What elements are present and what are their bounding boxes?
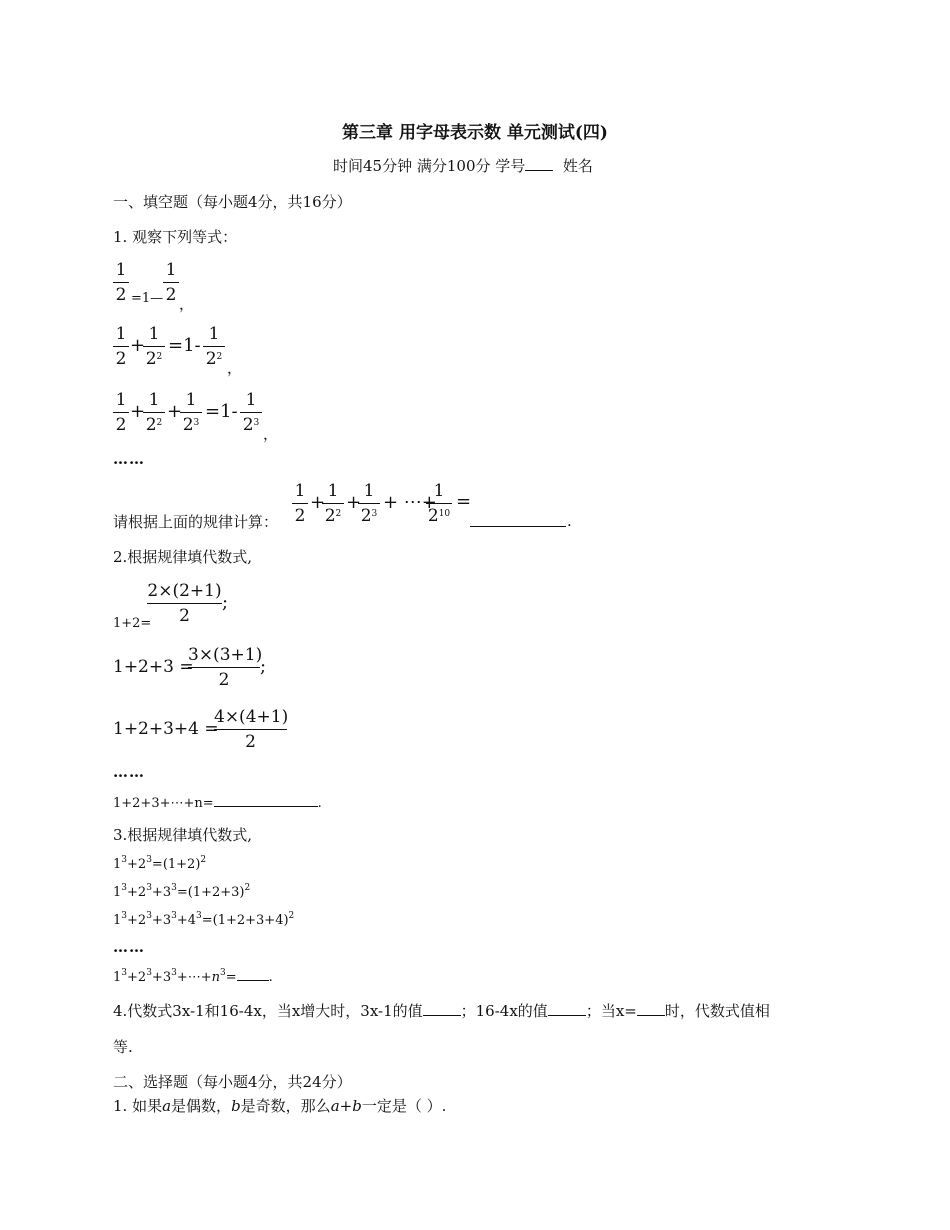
denominator: 2	[115, 349, 127, 369]
fraction	[322, 480, 344, 527]
numerator: 1	[148, 390, 160, 410]
equation-line: $1^3+2^3+3^3=(1+2+3)^2$	[113, 883, 251, 900]
numerator: 1	[148, 324, 160, 344]
plus-sign: +	[167, 401, 183, 422]
q2-stem: 2.根据规律填代数式,	[113, 548, 253, 566]
page-title: 第三章 用字母表示数 单元测试(四)	[342, 123, 608, 143]
equation-lhs: 1+2+3 =	[113, 657, 194, 677]
answer-blank[interactable]	[214, 806, 318, 807]
numerator: 1	[115, 260, 127, 280]
semicolon: ;	[222, 592, 229, 613]
answer-blank[interactable]	[423, 1015, 461, 1016]
ellipsis: ……	[113, 763, 145, 781]
comma: ，	[227, 359, 243, 377]
denominator: 2	[294, 506, 306, 526]
denominator: $2^3$	[242, 415, 260, 435]
fraction	[143, 323, 165, 370]
section-heading-choice: 二、选择题（每小题4分，共24分）	[113, 1073, 352, 1091]
numerator: 3×(3+1)	[188, 645, 263, 665]
q4-line1: 4.代数式3x-1和16-4x，当x增大时，3x-1的值 ；16-4x的值 ；当x= 时，代数式值相	[113, 1002, 770, 1020]
section-heading-fill-in: 一、填空题（每小题4分，共16分）	[113, 193, 352, 211]
plus-sign: +	[346, 492, 362, 513]
fraction	[163, 259, 179, 306]
denominator: $2^2$	[205, 349, 223, 369]
equation-text: =1-	[205, 401, 238, 422]
numerator: 1	[363, 481, 375, 501]
equation-line: $1^3+2^3=(1+2)^2$	[113, 855, 207, 872]
denominator: 2	[179, 606, 190, 626]
equation-text: =1—	[131, 291, 164, 306]
fraction	[143, 389, 165, 436]
q1-prompt: 请根据上面的规律计算：	[113, 513, 279, 531]
numerator: 1	[294, 481, 306, 501]
fraction	[188, 644, 263, 691]
comma: ，	[179, 295, 195, 313]
numerator: 1	[185, 390, 197, 410]
equation-lhs: 1+2+3+4 =	[113, 719, 219, 739]
plus-sign: +	[310, 492, 326, 513]
ellipsis: ……	[113, 938, 145, 956]
numerator: 1	[165, 260, 177, 280]
equation-text: + ⋯+	[383, 492, 437, 513]
numerator: 1	[208, 324, 220, 344]
numerator: 2×(2+1)	[147, 581, 222, 601]
equals-sign: =	[456, 491, 472, 512]
fraction	[240, 389, 262, 436]
fraction	[426, 480, 452, 527]
numerator: 4×(4+1)	[214, 707, 289, 727]
equation-lhs: 1+2=	[113, 616, 152, 631]
answer-blank[interactable]	[237, 980, 269, 981]
equation-text: =1-	[168, 335, 201, 356]
answer-blank[interactable]	[548, 1015, 586, 1016]
q3-stem: 3.根据规律填代数式,	[113, 826, 253, 844]
denominator: $2^2$	[145, 349, 163, 369]
denominator: 2	[165, 285, 177, 305]
exam-info	[333, 155, 593, 176]
q2-final: 1+2+3+⋯+n= .	[113, 796, 322, 811]
denominator: $2^2$	[324, 506, 342, 526]
fraction	[203, 323, 225, 370]
fraction	[358, 480, 380, 527]
plus-sign: +	[130, 335, 146, 356]
ellipsis: ……	[113, 450, 145, 468]
s2-q1: 1. 如果a是偶数，b是奇数，那么a+b一定是（ ）.	[113, 1097, 447, 1115]
comma: ，	[263, 425, 279, 443]
fraction	[113, 323, 129, 370]
answer-blank[interactable]	[470, 526, 566, 527]
denominator: 2	[115, 285, 127, 305]
plus-sign: +	[130, 401, 146, 422]
numerator: 1	[115, 324, 127, 344]
numerator: 1	[245, 390, 257, 410]
equation-line: $1^3+2^3+3^3+4^3=(1+2+3+4)^2$	[113, 911, 295, 928]
denominator: 2	[245, 732, 256, 752]
denominator: $2^3$	[182, 415, 200, 435]
q4-line2: 等.	[113, 1038, 133, 1056]
fraction	[147, 580, 222, 627]
numerator: 1	[433, 481, 445, 501]
period: .	[567, 512, 572, 530]
semicolon: ;	[260, 656, 267, 677]
denominator: $2^3$	[360, 506, 378, 526]
q3-final: $1^3+2^3+3^3+\cdots+n^3=$ .	[113, 968, 273, 985]
fraction	[292, 480, 308, 527]
answer-blank[interactable]	[637, 1015, 665, 1016]
numerator: 1	[115, 390, 127, 410]
student-id-blank[interactable]	[525, 170, 553, 171]
q1-stem: 1. 观察下列等式：	[113, 228, 238, 246]
denominator: $2^{10}$	[427, 506, 451, 526]
fraction	[180, 389, 202, 436]
name-label: 姓名	[562, 157, 593, 175]
denominator: 2	[218, 670, 230, 690]
fraction	[113, 389, 129, 436]
fraction	[113, 259, 129, 306]
fraction	[214, 706, 287, 753]
numerator: 1	[327, 481, 339, 501]
exam-info-text: 时间45分钟 满分100分 学号	[333, 157, 526, 175]
denominator: 2	[115, 415, 127, 435]
denominator: $2^2$	[145, 415, 163, 435]
